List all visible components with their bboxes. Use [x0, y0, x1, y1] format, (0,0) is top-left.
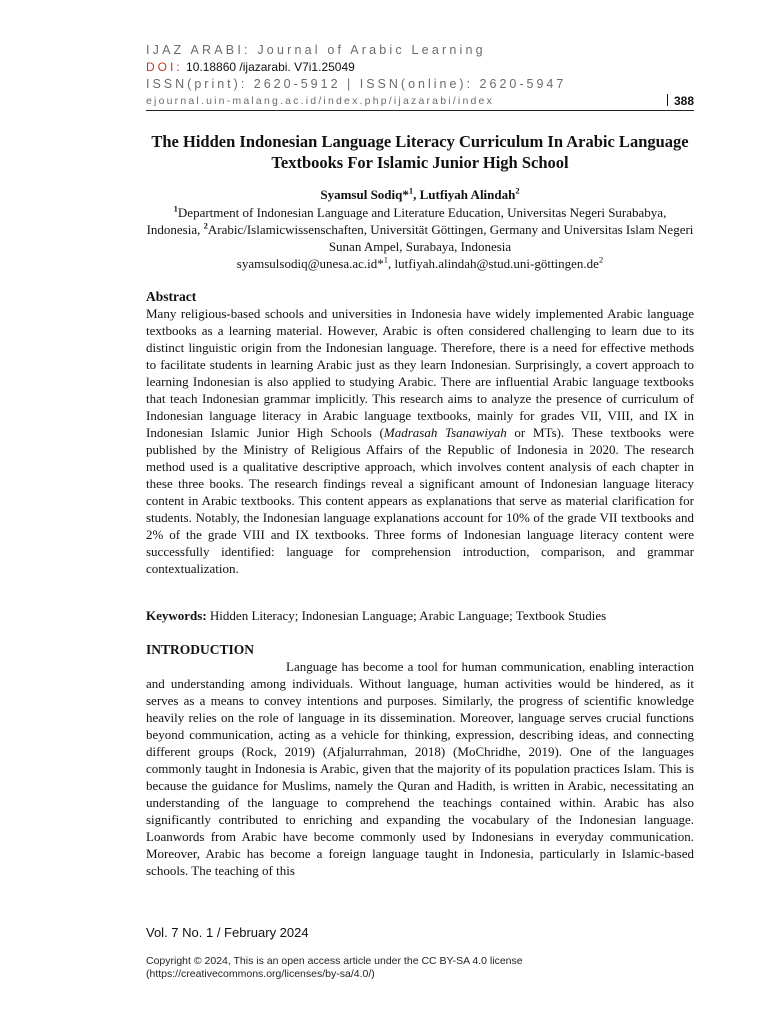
authors — [146, 186, 694, 203]
email-2[interactable]: lutfiyah.alindah@stud.uni-göttingen.de — [394, 256, 599, 271]
abstract-text-2: or MTs). These textbooks were published by the Ministry of Religious Affairs of the Republic of Indonesia in 2020. The research method used is a qualitative descriptive approach, which involves content analysis of each chapter in these three books. The research findings reveal a significant amount of Indonesian language literacy content in Arabic textbooks. This content appears as explanations that serve as material clarification for students. Notably, the Indonesian language explanations account for 10% of the grade VII textbooks and 2% of the grade VIII and IX textbooks. Three forms of Indonesian language literacy content were successfully identified: language for comprehension introduction, comparison, and grammar contextualization. — [146, 425, 694, 576]
keywords-text: Hidden Literacy; Indonesian Language; Arabic Language; Textbook Studies — [206, 608, 607, 623]
introduction-heading: INTRODUCTION — [146, 642, 255, 657]
header-rule — [146, 110, 694, 111]
copyright-notice — [146, 955, 706, 981]
keywords — [146, 607, 694, 624]
abstract-text-1: Many religious-based schools and universities in Indonesia have widely implemented Arabic language textbooks as a learning material. However, Arabic is often considered challenging to learn due to its distinct linguistic origin from the Indonesian language. Therefore, there is a need for effective methods to facilitate students in learning Arabic just as they learn Indonesian. Surprisingly, a covert approach to learning Indonesian is also applied to studying Arabic. There are influential Arabic language textbooks that teach Indonesian grammar implicitly. This research aims to analyze the presence of curriculum of Indonesian language literacy in Arabic language textbooks, mainly for grades VII, VIII, and IX in Indonesian Islamic Junior High Schools ( — [146, 306, 694, 440]
email-2-sup: 2 — [598, 254, 604, 265]
author-1-sup: 1 — [408, 185, 414, 196]
journal-name: IJAZ ARABI: Journal of Arabic Learning — [146, 43, 486, 57]
keywords-label: Keywords: — [146, 608, 207, 623]
doi-value[interactable]: 10.18860 /ijazarabi. V7i1.25049 — [186, 60, 355, 74]
page-number: 388 — [667, 93, 694, 110]
page-number-divider — [667, 94, 668, 106]
author-2-sup: 2 — [515, 185, 520, 196]
volume-info: Vol. 7 No. 1 / February 2024 — [146, 925, 309, 940]
abstract-italic-term: Madrasah Tsanawiyah — [383, 425, 507, 440]
article-title: The Hidden Indonesian Language Literacy Curriculum In Arabic Language Textbooks For Islamic Junior High School — [151, 132, 689, 172]
author-separator: , — [413, 187, 420, 202]
abstract-heading: Abstract — [146, 289, 197, 304]
introduction-body: Language has become a tool for human communication, enabling interaction and understanding among individuals. Without language, human activities would be hindered, as it serves as a means to convey intentions and purposes. Similarly, the progress of scientific knowledge heavily relies on the role of language in its dissemination. Moreover, language serves crucial functions beyond communication, acting as a vehicle for thinking, expression, describing ideas, and connecting different groups (Rock, 2019) (Afjalurrahman, 2018) (MoChridhe, 2019). One of the languages commonly taught in Indonesia is Arabic, given that the majority of its population practices Islam. This is because the guidance for Muslims, namely the Quran and Hadith, is written in Arabic, necessitating an understanding of the language to comprehend the teachings contained within. Arabic has also significantly contributed to enriching and expanding the vocabulary of the Indonesian language. Loanwords from Arabic have become commonly used by Indonesians in everyday communication. Moreover, Arabic has become a foreign language taught in Indonesia, particularly in Islamic-based schools. The teaching of this — [146, 659, 694, 878]
affiliation-2: Arabic/Islamicwissenschaften, Universität Göttingen, Germany and Universitas Islam Negeri Sunan Ampel, Surabaya, Indonesia — [207, 222, 694, 254]
issn-line: ISSN(print): 2620-5912 | ISSN(online): 2620-5947 — [146, 77, 567, 91]
journal-url[interactable]: ejournal.uin-malang.ac.id/index.php/ijazarabi/index — [146, 95, 495, 107]
doi-label: DOI: — [146, 60, 183, 74]
abstract-body — [146, 305, 694, 577]
email-separator: , — [388, 256, 395, 271]
email-1-sup: 1 — [383, 254, 389, 265]
journal-url-line — [146, 93, 694, 110]
doi-line — [146, 59, 694, 76]
affiliations — [146, 204, 694, 272]
affil-2-sup: 2 — [203, 220, 208, 231]
copyright-text: Copyright © 2024, This is an open access article under the CC BY-SA 4.0 license — [146, 955, 523, 967]
affiliation-1: Department of Indonesian Language and Literature Education, Universitas Negeri Surababya, Indonesia, — [146, 205, 667, 237]
email-1[interactable]: syamsulsodiq@unesa.ac.id* — [236, 256, 384, 271]
author-1: Syamsul Sodiq* — [320, 187, 409, 202]
author-2: Lutfiyah Alindah — [419, 187, 516, 202]
affil-1-sup: 1 — [173, 203, 178, 214]
license-url[interactable]: (https://creativecommons.org/licenses/by-sa/4.0/) — [146, 968, 375, 980]
journal-header — [146, 42, 694, 110]
